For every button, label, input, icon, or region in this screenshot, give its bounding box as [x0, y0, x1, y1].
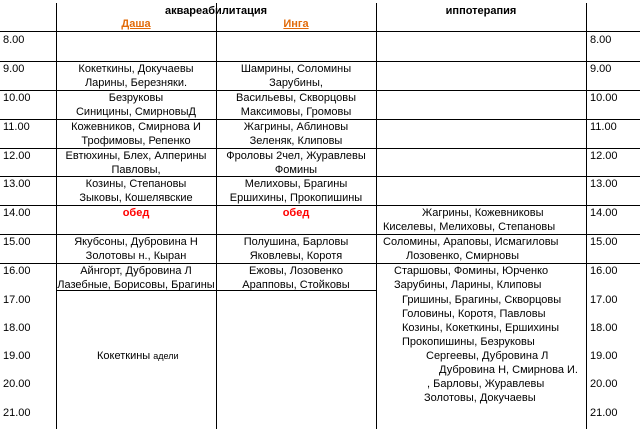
inga-entry: Жагрины, Аблиновы: [243, 121, 349, 133]
time-label: 8.00: [3, 34, 25, 46]
inga-entry: Зеленяк, Клиповы: [249, 135, 343, 147]
time-label: 21.00: [3, 407, 31, 419]
grid-line: [0, 31, 640, 32]
time-label: 11.00: [3, 121, 30, 133]
dasha-entry: Золотовы н., Кыран: [85, 250, 187, 262]
hippo-entry: Золотовы, Докучаевы: [424, 392, 536, 404]
inga-entry: Васильевы, Скворцовы: [236, 92, 356, 104]
time-label-right: 16.00: [590, 265, 618, 277]
dasha-entry: Ларины, Березняки.: [84, 77, 188, 89]
hippo-entry: Гришины, Брагины, Скворцовы: [402, 294, 562, 306]
dasha-entry: Кожевников, Смирнова И: [71, 121, 201, 133]
time-label: 18.00: [3, 322, 31, 334]
header-aqua: аквареабилитация: [164, 5, 268, 17]
time-label-right: 9.00: [590, 63, 612, 75]
inga-entry: Полушина, Барловы: [243, 236, 349, 248]
time-label: 13.00: [3, 178, 31, 190]
time-label-right: 19.00: [590, 350, 618, 362]
hippo-entry: Жагрины, Кожевниковы: [422, 207, 544, 219]
dasha-entry: Безруковы: [108, 92, 164, 104]
inga-entry: Зарубины,: [269, 77, 323, 89]
dasha-entry: Павловы,: [111, 164, 161, 176]
time-label: 16.00: [3, 265, 31, 277]
time-label: 10.00: [3, 92, 31, 104]
inga-entry: Максимовы, Громовы: [240, 106, 352, 118]
hippo-entry: , Барловы, Журавлевы: [427, 378, 545, 390]
dasha-entry-note: адели: [153, 351, 179, 361]
time-label-right: 17.00: [590, 294, 618, 306]
hippo-entry: Киселевы, Мелиховы, Степановы: [383, 221, 556, 233]
inga-entry: Шамрины, Соломины: [240, 63, 352, 75]
time-label-right: 10.00: [590, 92, 618, 104]
hippo-entry: Козины, Кокеткины, Ершихины: [402, 322, 560, 334]
dasha-entry: Евтюхины, Блех, Алперины: [65, 150, 207, 162]
inga-entry: Фроловы 2чел, Журавлевы: [226, 150, 366, 162]
dasha-entry: Кокеткины, Докучаевы: [78, 63, 194, 75]
dasha-entry: Лазебные, Борисовы, Брагины: [57, 279, 215, 291]
header-dasha: Даша: [121, 18, 151, 30]
time-label-right: 15.00: [590, 236, 618, 248]
time-label: 9.00: [3, 63, 25, 75]
header-inga: Инга: [283, 18, 309, 30]
hippo-entry: Прокопишины, Безруковы: [402, 336, 535, 348]
hippo-entry: Головины, Коротя, Павловы: [402, 308, 546, 320]
inga-entry: Фомины: [274, 164, 318, 176]
time-label: 17.00: [3, 294, 31, 306]
dasha-entry: Зыковы, Кошелявские: [79, 192, 193, 204]
grid-line: [376, 3, 377, 429]
time-label-right: 13.00: [590, 178, 618, 190]
dasha-lunch: обед: [122, 207, 150, 219]
header-hippo: иппотерапия: [445, 5, 517, 17]
hippo-entry: Лозовенко, Смирновы: [406, 250, 520, 262]
grid-line: [586, 3, 587, 429]
time-label-right: 14.00: [590, 207, 618, 219]
hippo-entry: Зарубины, Ларины, Клиповы: [394, 279, 542, 291]
dasha-entry: Синицины, СмирновыД: [75, 106, 196, 118]
time-label-right: 8.00: [590, 34, 612, 46]
inga-lunch: обед: [282, 207, 310, 219]
time-label-right: 11.00: [590, 121, 617, 133]
time-label-right: 12.00: [590, 150, 618, 162]
time-label: 14.00: [3, 207, 31, 219]
dasha-entry: [97, 349, 179, 363]
time-label: 15.00: [3, 236, 31, 248]
dasha-entry: Трофимовы, Репенко: [81, 135, 191, 147]
hippo-entry: Сергеевы, Дубровина Л: [426, 350, 549, 362]
dasha-entry: Айнгорт, Дубровина Л: [80, 265, 192, 277]
inga-entry: Мелиховы, Брагины: [244, 178, 348, 190]
time-label: 19.00: [3, 350, 31, 362]
hippo-entry: Соломины, Араповы, Исмагиловы: [383, 236, 559, 248]
inga-entry: Арапповы, Стойковы: [242, 279, 350, 291]
hippo-entry: Дубровина Н, Смирнова И.: [439, 364, 578, 376]
dasha-entry: Якубсоны, Дубровина Н: [74, 236, 198, 248]
inga-entry: Яковлевы, Коротя: [249, 250, 343, 262]
inga-entry: Ершихины, Прокопишины: [229, 192, 363, 204]
time-label-right: 20.00: [590, 378, 618, 390]
time-label-right: 18.00: [590, 322, 618, 334]
time-label: 20.00: [3, 378, 31, 390]
time-label-right: 21.00: [590, 407, 618, 419]
inga-entry: Ежовы, Лозовенко: [249, 265, 343, 277]
time-label: 12.00: [3, 150, 31, 162]
hippo-entry: Старшовы, Фомины, Юрченко: [394, 265, 549, 277]
dasha-entry: Козины, Степановы: [85, 178, 187, 190]
dasha-entry-name: Кокеткины: [97, 350, 151, 362]
